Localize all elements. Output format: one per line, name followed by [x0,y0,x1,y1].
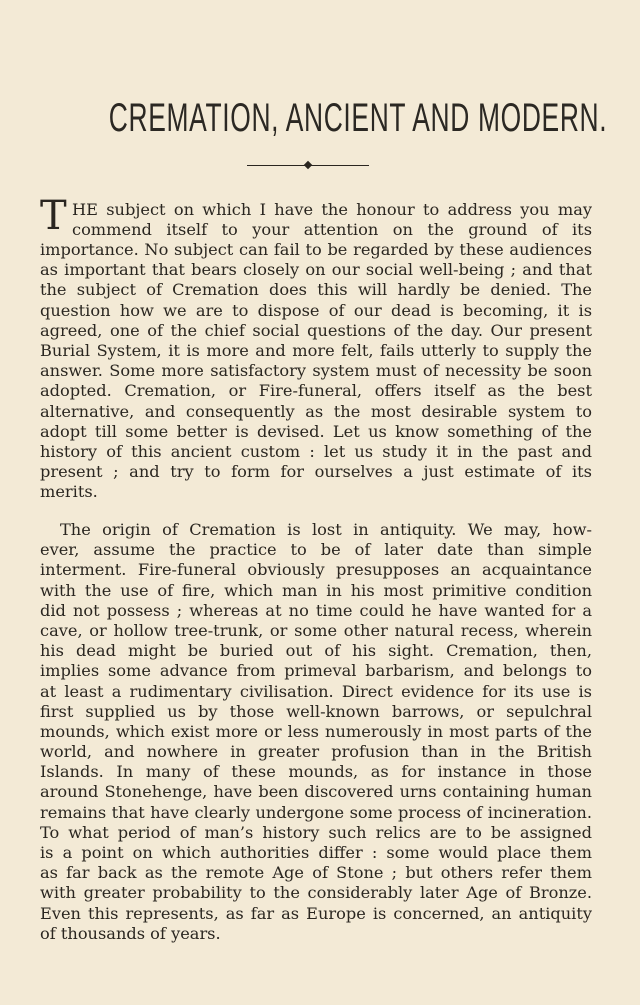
text-line-first: The origin of Cremation is lost in antiquity. We may, how- [60,520,592,539]
text-line: is a point on which authorities differ : some would place them [40,843,592,862]
text-line: cave, or hollow tree-trunk, or some other natural recess, wherein [40,620,592,640]
text-line: world, and nowhere in greater profusion than in the British [40,742,592,762]
paragraph1-opening-line: HE subject on which I have the honour to address you may [72,200,592,219]
text-line: his dead might be buried out of his sight. Cremation, then, [40,641,592,661]
text-line: Islands. In many of these mounds, as for instance in those [40,762,592,782]
text-line-last: of thousands of years. [40,923,221,943]
text-line: remains that have clearly undergone some process of incineration. [40,802,592,822]
paragraph1-second-line: commend itself to your attention on the ground of its [72,220,592,239]
text-line: with the use of fire, which man in his most primitive condition [40,580,592,600]
paragraph1 [40,240,592,502]
text-line: interment. Fire-funeral obviously presupposes an acquaintance [40,560,592,580]
text-line: as important that bears closely on our social well-being ; and that [40,260,592,280]
text-line: agreed, one of the chief social questions of the day. Our present [40,320,592,340]
text-line: Even this represents, as far as Europe is concerned, an antiquity [40,903,592,923]
text-line: history of this ancient custom : let us study it in the past and [40,441,592,461]
text-line: the subject of Cremation does this will hardly be denied. The [40,280,592,300]
paragraph2 [40,520,592,944]
text-line: adopted. Cremation, or Fire-funeral, offers itself as the best [40,381,592,401]
text-line: To what period of man’s history such relics are to be assigned [40,822,592,842]
text-line: mounds, which exist more or less numerously in most parts of the [40,721,592,741]
text-line-last: merits. [40,482,98,502]
chapter-title: CREMATION, ANCIENT AND MODERN. [108,96,608,140]
text-line: adopt till some better is devised. Let us know something of the [40,421,592,441]
text-line: answer. Some more satisfactory system must of necessity be soon [40,361,592,381]
drop-cap: T [40,193,67,239]
text-line: first supplied us by those well-known barrows, or sepulchral [40,701,592,721]
text-line: ever, assume the practice to be of later date than simple [40,540,592,560]
text-line: as far back as the remote Age of Stone ; but others refer them [40,863,592,883]
rule-diamond-icon [304,161,312,169]
text-line: with greater probability to the considerably later Age of Bronze. [40,883,592,903]
text-line: alternative, and consequently as the most desirable system to [40,401,592,421]
ornamental-rule [247,160,369,172]
text-line: did not possess ; whereas at no time could he have wanted for a [40,600,592,620]
text-line: at least a rudimentary civilisation. Direct evidence for its use is [40,681,592,701]
text-line: implies some advance from primeval barbarism, and belongs to [40,661,592,681]
text-line: importance. No subject can fail to be regarded by these audiences [40,240,592,259]
text-line: around Stonehenge, have been discovered urns containing human [40,782,592,802]
text-line: present ; and try to form for ourselves a just estimate of its [40,462,592,482]
text-line: Burial System, it is more and more felt, fails utterly to supply the [40,340,592,360]
text-line: question how we are to dispose of our dead is becoming, it is [40,300,592,320]
